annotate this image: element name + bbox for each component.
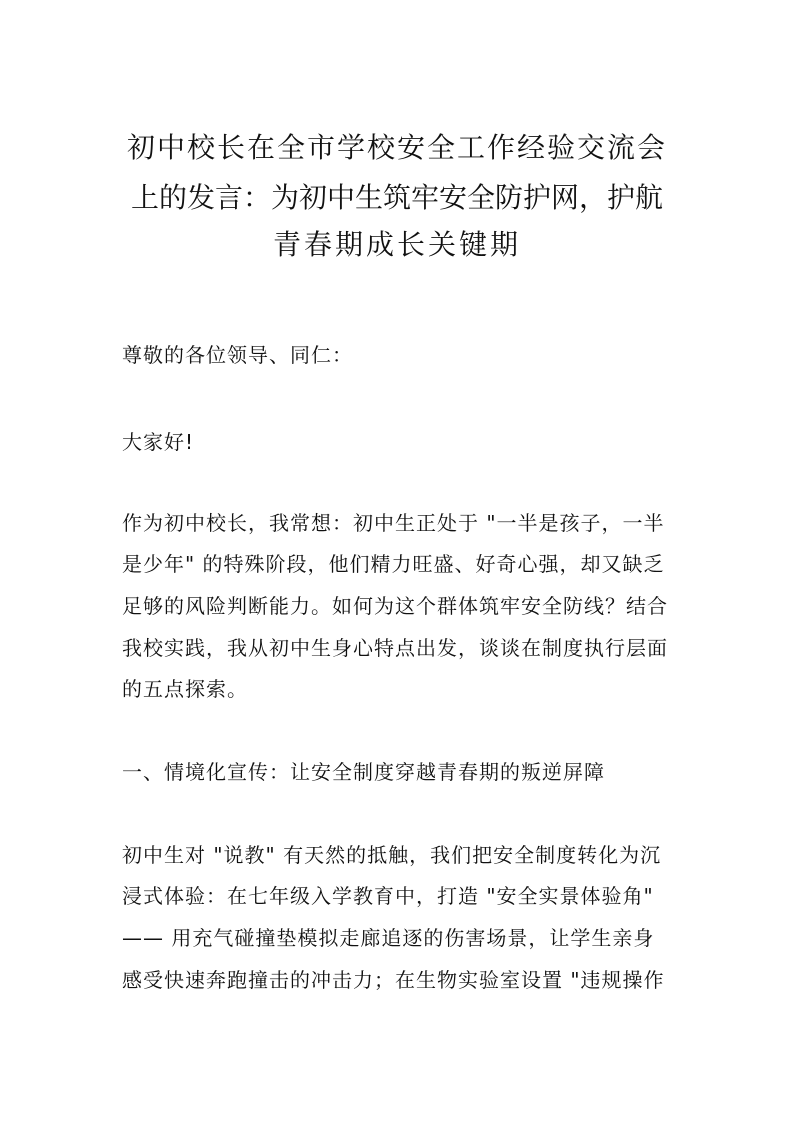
intro-line: 的五点探索。 [122, 677, 248, 701]
section-line: —— 用充气碰撞垫模拟走廊追逐的伤害场景，让学生亲身 [122, 926, 655, 950]
intro-line: 我校实践，我从初中生身心特点出发，谈谈在制度执行层面 [122, 636, 668, 660]
intro-line: 作为初中校长，我常想：初中生正处于 "一半是孩子，一半 [122, 511, 665, 535]
section-line: 感受快速奔跑撞击的冲击力；在生物实验室设置 "违规操作 [122, 968, 665, 992]
document-title-line-2: 上的发言：为初中生筑牢安全防护网，护航 [130, 181, 663, 214]
section-line: 初中生对 "说教" 有天然的抵触，我们把安全制度转化为沉 [122, 843, 662, 867]
section-line: 浸式体验：在七年级入学教育中，打造 "安全实景体验角" [122, 884, 654, 908]
document-title-line-3: 青春期成长关键期 [272, 228, 521, 261]
intro-line: 足够的风险判断能力。如何为这个群体筑牢安全防线？结合 [122, 594, 668, 618]
section-heading: 一、情境化宣传：让安全制度穿越青春期的叛逆屏障 [122, 760, 605, 784]
intro-line: 是少年" 的特殊阶段，他们精力旺盛、好奇心强，却又缺乏 [122, 552, 665, 576]
salutation: 尊敬的各位领导、同仁： [122, 343, 353, 367]
greeting: 大家好! [122, 430, 195, 454]
document-title-line-1: 初中校长在全市学校安全工作经验交流会 [126, 131, 667, 164]
